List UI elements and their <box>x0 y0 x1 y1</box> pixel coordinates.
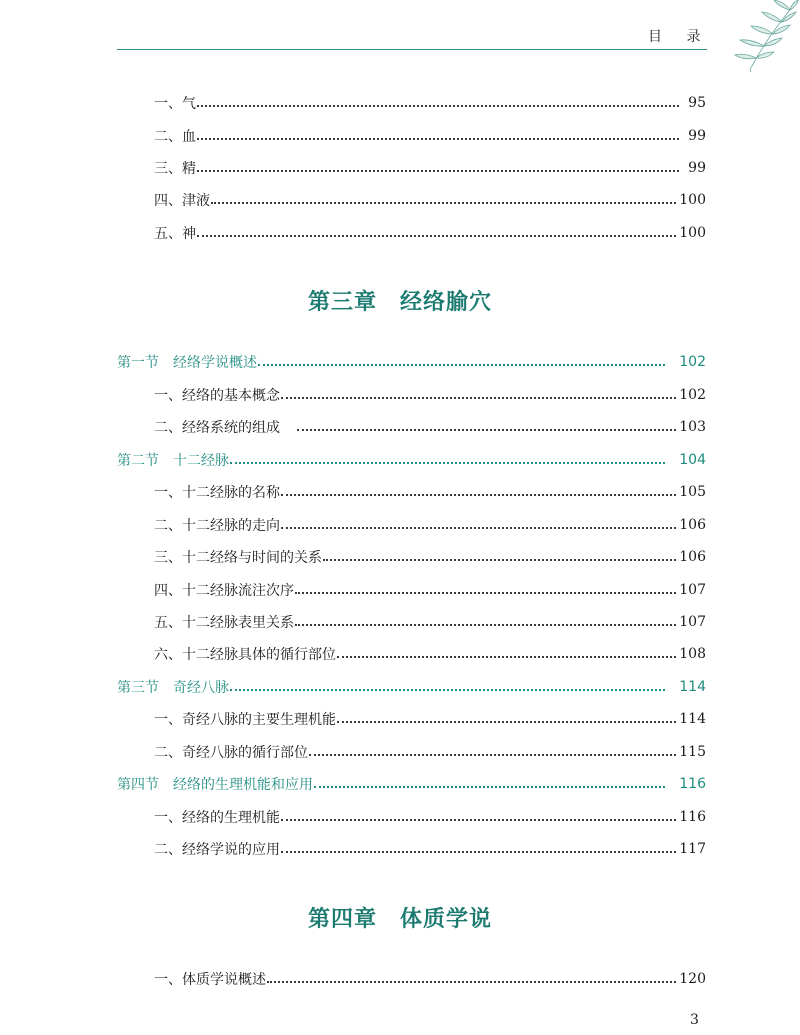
toc-item-label: 三、十二经络与时间的关系 <box>154 550 322 566</box>
toc-item[interactable] <box>117 740 706 764</box>
dot-leader <box>314 786 665 788</box>
toc-item-page: 107 <box>679 582 706 598</box>
toc-item[interactable] <box>117 967 706 991</box>
dot-leader <box>281 494 676 496</box>
toc-item[interactable] <box>117 480 706 504</box>
toc-item-label: 一、经络的生理机能 <box>154 810 280 826</box>
dot-leader <box>281 397 676 399</box>
toc-section[interactable] <box>117 772 706 796</box>
toc-item-page: 115 <box>679 744 706 760</box>
toc-item-label: 四、十二经脉流注次序 <box>154 583 294 599</box>
toc-item-label: 五、神 <box>154 226 196 242</box>
chapter-title: 第三章 经络腧穴 <box>307 289 492 315</box>
toc-item-label: 二、血 <box>154 129 196 145</box>
toc-item[interactable] <box>117 156 706 180</box>
toc-item[interactable] <box>117 837 706 861</box>
toc-item-page: 120 <box>679 971 706 987</box>
dot-leader <box>281 851 676 853</box>
toc-section-label: 第三节 奇经八脉 <box>117 680 229 696</box>
toc-item[interactable] <box>117 188 706 212</box>
toc-item-page: 103 <box>679 419 706 435</box>
toc-section-page: 116 <box>679 776 706 792</box>
toc-item-label: 二、经络学说的应用 <box>154 842 280 858</box>
dot-leader <box>197 170 679 172</box>
toc-item-label: 四、津液 <box>154 193 210 209</box>
toc-section[interactable] <box>117 448 706 472</box>
toc-item[interactable] <box>117 707 706 731</box>
dot-leader <box>337 656 676 658</box>
toc-section-label: 第二节 十二经脉 <box>117 453 229 469</box>
toc-item-label: 一、奇经八脉的主要生理机能 <box>154 712 336 728</box>
dot-leader <box>267 981 676 983</box>
dot-leader <box>230 462 665 464</box>
toc-item[interactable] <box>117 124 706 148</box>
toc-item-page: 105 <box>679 484 706 500</box>
toc-item[interactable] <box>117 545 706 569</box>
dot-leader <box>309 754 676 756</box>
dot-leader <box>323 559 676 561</box>
toc-item-page: 99 <box>688 128 706 144</box>
toc-item-page: 106 <box>679 549 706 565</box>
dot-leader <box>297 429 676 431</box>
toc-item-page: 99 <box>688 160 706 176</box>
dot-leader <box>337 721 676 723</box>
dot-leader <box>197 235 676 237</box>
dot-leader <box>211 202 676 204</box>
toc-item-page: 108 <box>679 646 706 662</box>
toc-item-page: 116 <box>679 809 706 825</box>
toc-item[interactable] <box>117 578 706 602</box>
toc-item-label: 二、十二经脉的走向 <box>154 518 280 534</box>
toc-item-page: 100 <box>679 225 706 241</box>
toc-item-label: 一、经络的基本概念 <box>154 388 280 404</box>
toc-section-label: 第一节 经络学说概述 <box>117 355 257 371</box>
dot-leader <box>258 364 665 366</box>
toc-item-page: 95 <box>688 95 706 111</box>
toc-item[interactable] <box>117 221 706 245</box>
dot-leader <box>230 689 665 691</box>
toc-item-page: 114 <box>679 711 706 727</box>
toc-item[interactable] <box>117 610 706 634</box>
dot-leader <box>295 592 676 594</box>
toc-section-label: 第四节 经络的生理机能和应用 <box>117 777 313 793</box>
toc-item[interactable] <box>117 805 706 829</box>
toc-section-page: 102 <box>679 354 706 370</box>
toc-item-label: 三、精 <box>154 161 196 177</box>
toc-section-page: 114 <box>679 679 706 695</box>
header-rule <box>117 49 707 50</box>
toc-item-label: 二、奇经八脉的循行部位 <box>154 745 308 761</box>
toc-section[interactable] <box>117 350 706 374</box>
toc-item-page: 106 <box>679 517 706 533</box>
toc-item-label: 一、体质学说概述 <box>154 972 266 988</box>
chapter-title: 第四章 体质学说 <box>307 906 492 932</box>
dot-leader <box>281 819 676 821</box>
toc-item[interactable] <box>117 415 706 439</box>
toc-item-label: 一、十二经脉的名称 <box>154 485 280 501</box>
dot-leader <box>197 138 679 140</box>
dot-leader <box>281 527 676 529</box>
toc-item-page: 107 <box>679 614 706 630</box>
toc-item[interactable] <box>117 91 706 115</box>
toc-item-page: 102 <box>679 387 706 403</box>
toc-item-label: 二、经络系统的组成 <box>154 420 280 436</box>
toc-item-page: 100 <box>679 192 706 208</box>
toc-item[interactable] <box>117 383 706 407</box>
header-title: 目 录 <box>648 29 711 45</box>
leaf-branch-icon <box>712 0 800 72</box>
toc-item[interactable] <box>117 513 706 537</box>
toc-section-page: 104 <box>679 452 706 468</box>
toc-item-label: 六、十二经脉具体的循行部位 <box>154 647 336 663</box>
toc-section[interactable] <box>117 675 706 699</box>
toc-item-label: 一、气 <box>154 96 196 112</box>
page-number: 3 <box>690 1012 699 1028</box>
toc-item[interactable] <box>117 642 706 666</box>
dot-leader <box>295 624 676 626</box>
toc-item-page: 117 <box>679 841 706 857</box>
toc-item-label: 五、十二经脉表里关系 <box>154 615 294 631</box>
dot-leader <box>197 105 679 107</box>
